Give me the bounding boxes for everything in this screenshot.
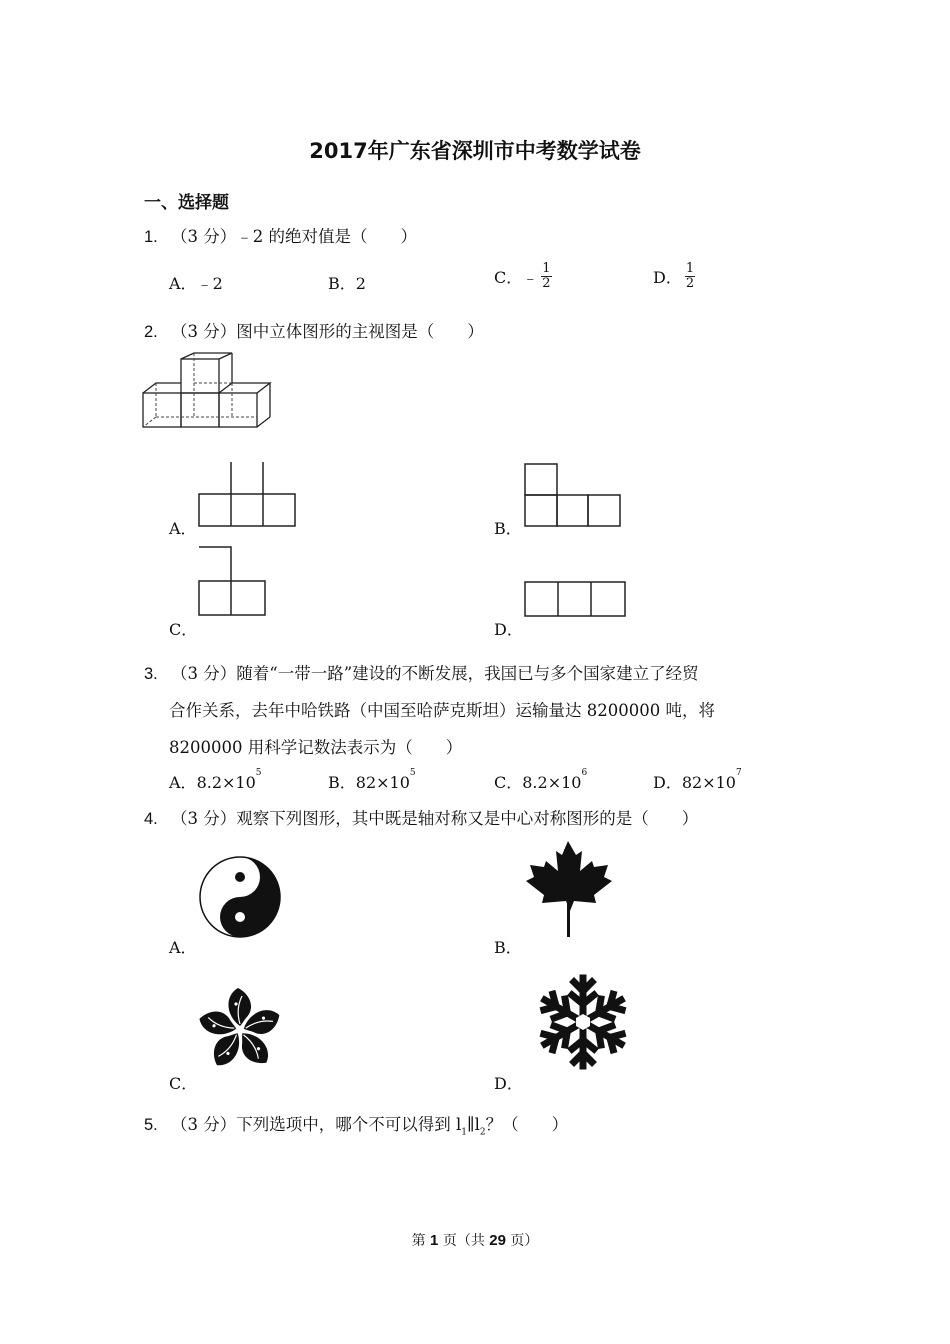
solid-figure: [142, 353, 270, 431]
q3-option-d: D．$82\times 10^7$: [653, 768, 742, 792]
question-3-line-3: 8200000 用科学记数法表示为（ ）: [169, 738, 463, 757]
q1-option-c: C．﹣ $\frac{1}{2}$: [494, 261, 551, 291]
q2-option-a: A．: [169, 519, 197, 538]
question-3-line-2: 合作关系，去年中哈铁路（中国至哈萨克斯坦）运输量达 8200000 吨，将: [169, 701, 715, 720]
bauhinia-flower-icon: [196, 986, 284, 1074]
q4-option-a: A．: [169, 938, 197, 957]
section-heading: 一、选择题: [144, 193, 229, 213]
q1-option-b: B．2: [328, 274, 366, 293]
q4-option-d: D．: [494, 1074, 523, 1093]
question-stem: （3 分）﹣2 的绝对值是（ ）: [171, 227, 418, 246]
page-footer: 第 1 页（共 29 页）: [411, 1232, 539, 1249]
maple-leaf-icon: [524, 841, 614, 937]
fraction: $\frac{1}{2}$: [542, 261, 551, 291]
view-c-figure: [198, 546, 270, 618]
q2-option-d: D．: [494, 620, 523, 639]
q4-option-c: C．: [169, 1074, 198, 1093]
q2-option-b: B．: [494, 519, 522, 538]
view-a-figure: [198, 462, 298, 528]
q3-option-a: A．$8.2\times 10^5$: [169, 768, 262, 792]
question-5: 5. （3 分）下列选项中，哪个不可以得到 $l_1\parallel l_2$？（ ）: [144, 1115, 569, 1138]
q1-option-d: D． $\frac{1}{2}$: [653, 261, 695, 291]
page-title: 2017年广东省深圳市中考数学试卷: [309, 139, 641, 163]
fraction: $\frac{1}{2}$: [685, 261, 695, 291]
question-4: 4. （3 分）观察下列图形，其中既是轴对称又是中心对称图形的是（ ）: [144, 809, 699, 828]
q3-option-c: C．$8.2\times 10^6$: [494, 768, 588, 792]
question-3: 3. （3 分）随着“一带一路”建设的不断发展，我国已与多个国家建立了经贸: [144, 664, 699, 683]
question-1: [144, 223, 417, 247]
snowflake-icon: [529, 974, 637, 1070]
view-b-figure: [524, 463, 624, 529]
q1-option-a: A．﹣2: [169, 274, 223, 293]
question-number: 1.: [144, 228, 158, 246]
q4-option-b: B．: [494, 938, 522, 957]
yin-yang-icon: [198, 855, 282, 939]
q2-option-c: C．: [169, 620, 198, 639]
view-d-figure: [524, 581, 628, 619]
question-2: 2. （3 分）图中立体图形的主视图是（ ）: [144, 322, 484, 341]
q3-option-b: B．$82\times 10^5$: [328, 768, 416, 792]
